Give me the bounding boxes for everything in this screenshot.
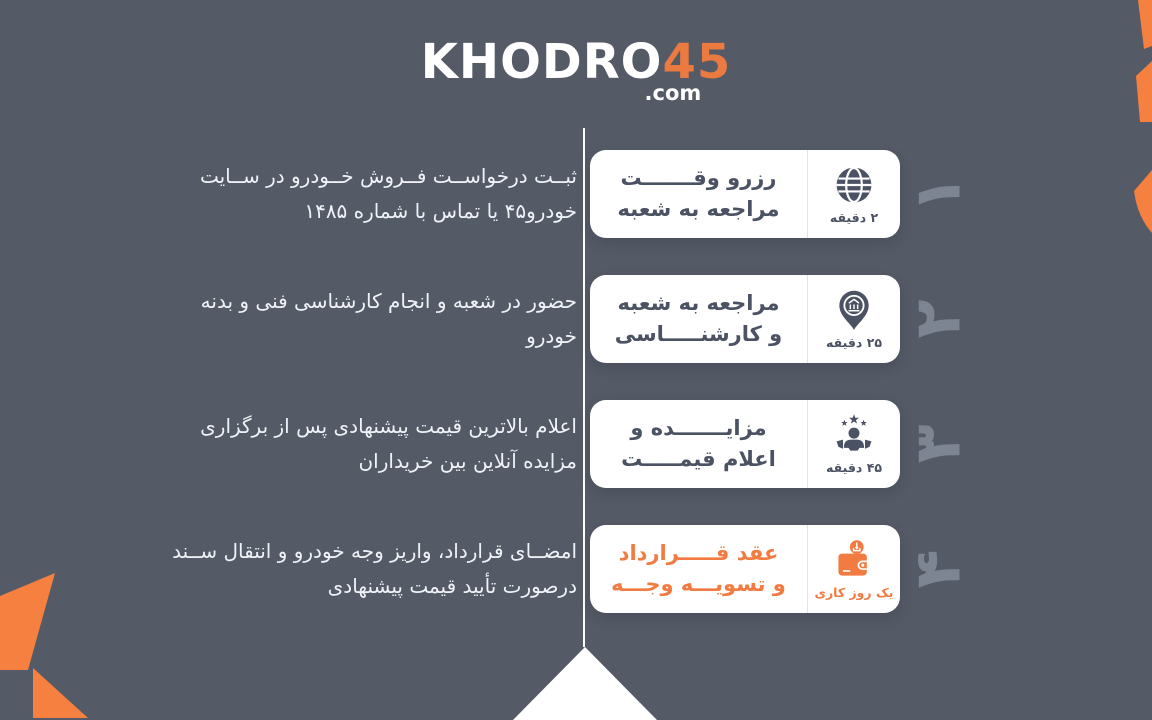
step-row-3: [0, 400, 1152, 488]
step1-card: [590, 150, 900, 238]
step4-description-line1: امضــای قرارداد، واریز وجه خودرو و انتقال ســند: [172, 539, 577, 563]
step1-description: [85, 159, 577, 229]
step4-card: [590, 525, 900, 613]
step2-number: ۲: [902, 299, 976, 339]
step2-description: [85, 284, 577, 354]
logo-brand: KHODRO: [420, 34, 663, 90]
step3-title: [590, 400, 807, 488]
step1-icon-section: [807, 150, 900, 238]
step4-number: ۴: [902, 549, 976, 589]
step3-title-line2: اعلام قیمـــــت: [621, 447, 776, 471]
step2-title-line2: و کارشنـــــاسی: [614, 322, 783, 346]
step2-description-line2: خودرو: [526, 324, 577, 348]
step3-title-line1: مزایـــــــده و: [630, 415, 767, 440]
step2-title: [590, 275, 807, 363]
step-row-1: [0, 150, 1152, 238]
branch-location-pin-icon: [832, 288, 876, 332]
globe-icon: [832, 163, 876, 207]
step3-duration: ۴۵ دقیقه: [826, 460, 882, 475]
step2-description-line1: حضور در شعبه و انجام کارشناسی فنی و بدنه: [200, 289, 577, 313]
logo: [0, 36, 1152, 105]
step4-description: [85, 534, 577, 604]
step2-title-line1: مراجعه به شعبه: [617, 290, 780, 315]
step4-duration: یک روز کاری: [814, 585, 894, 600]
logo-tld: .com: [644, 80, 702, 105]
step4-title: [590, 525, 807, 613]
auction-person-stars-icon: [832, 413, 876, 457]
step1-title-line1: رزرو وقـــــــت: [620, 165, 777, 190]
step-row-2: [0, 275, 1152, 363]
step3-description-line1: اعلام بالاترین قیمت پیشنهادی پس از برگزاری: [200, 414, 577, 438]
step4-title-line1: عقد قـــــرارداد: [618, 540, 779, 565]
step3-number: ۳: [902, 424, 976, 464]
step2-card: [590, 275, 900, 363]
step1-title-line2: مراجعه به شعبه: [617, 197, 780, 221]
step2-duration: ۲۵ دقیقه: [826, 335, 882, 350]
step1-description-line2: خودرو۴۵ یا تماس با شماره ۱۴۸۵: [304, 199, 577, 223]
step2-icon-section: [807, 275, 900, 363]
wallet-download-icon: [832, 538, 876, 582]
step4-description-line2: درصورت تأیید قیمت پیشنهادی: [327, 574, 577, 598]
step3-description: [85, 409, 577, 479]
step4-title-line2: و تسویـــه وجـــه: [611, 572, 786, 596]
step1-duration: ۲ دقیقه: [829, 210, 879, 225]
step3-description-line2: مزایده آنلاین بین خریداران: [358, 449, 577, 473]
step1-title: [590, 150, 807, 238]
step-row-4: [0, 525, 1152, 613]
step1-description-line1: ثبــت درخواســت فــروش خــودرو در ســایت: [199, 164, 577, 188]
step1-number: ۱: [902, 174, 976, 214]
step3-card: [590, 400, 900, 488]
step3-icon-section: [807, 400, 900, 488]
step4-icon-section: [807, 525, 900, 613]
logo-number: 45: [662, 34, 732, 90]
timeline-arrow-triangle: [513, 647, 657, 720]
